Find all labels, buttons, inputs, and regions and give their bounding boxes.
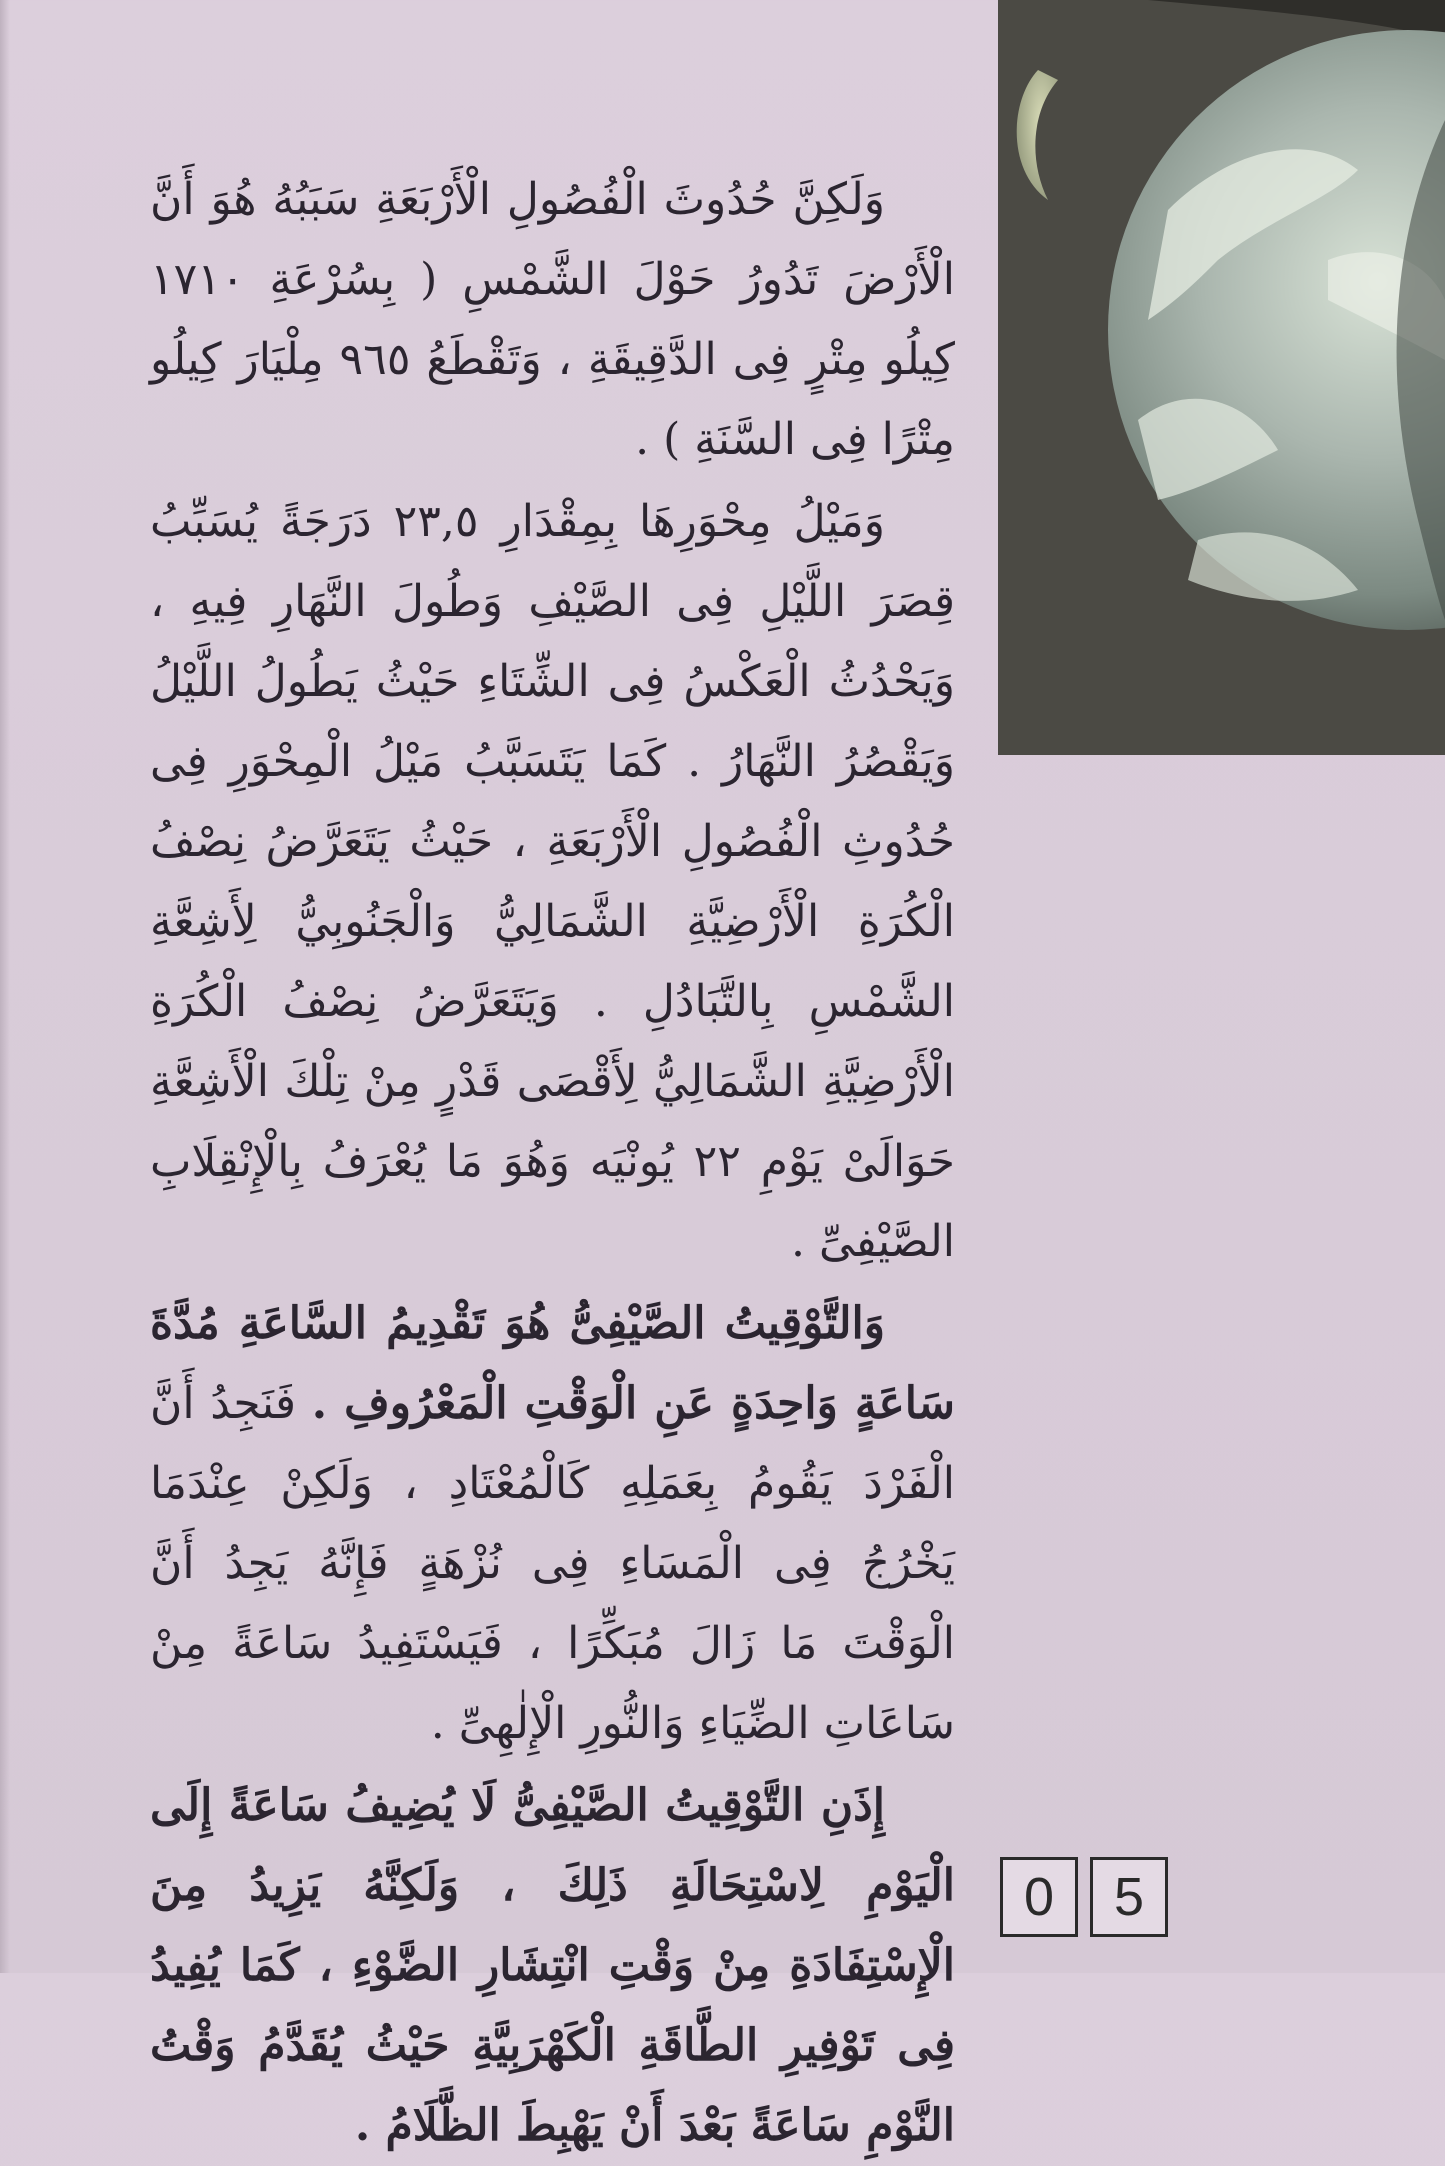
paragraph-1: وَلَكِنَّ حُدُوثَ الْفُصُولِ الْأَرْبَعَةِ سَبَبُهُ هُوَ أَنَّ الْأَرْضَ تَدُورُ حَوْلَ الشَّمْسِ ( بِسُرْعَةِ ١٧١٠ كِيلُو مِتْرٍ فِى الدَّقِيقَةِ ، وَتَقْطَعُ ٩٦٥ مِلْيَارَ كِيلُو مِتْرًا فِى السَّنَةِ ) . [150,174,956,465]
paragraph-3-rest: فَنَجِدُ أَنَّ الْفَرْدَ يَقُومُ بِعَمَلِهِ كَالْمُعْتَادِ ، وَلَكِنْ عِنْدَمَا يَخْرُجُ فِى الْمَسَاءِ فِى نُزْهَةٍ فَإِنَّهُ يَجِدُ أَنَّ الْوَقْتَ مَا زَالَ مُبَكِّرًا ، فَيَسْتَفِيدُ سَاعَةً مِنْ سَاعَاتِ الضِّيَاءِ وَالنُّورِ الْإِلٰهِىِّ . [150,1378,955,1749]
earth-photo [998,0,1445,755]
page-number-digit: 0 [1000,1857,1078,1937]
page-edge-shadow [0,0,10,1973]
page-number-digit: 5 [1090,1857,1168,1937]
paragraph-3-bold: وَالتَّوْقِيتُ الصَّيْفِىُّ هُوَ تَقْدِيمُ السَّاعَةِ مُدَّةَ سَاعَةٍ وَاحِدَةٍ عَنِ الْوَقْتِ الْمَعْرُوفِ . [150,1298,955,1429]
paragraph-4: إِذَنِ التَّوْقِيتُ الصَّيْفِىُّ لَا يُضِيفُ سَاعَةً إِلَى الْيَوْمِ لِاسْتِحَالَةِ ذَلِكَ ، وَلَكِنَّهُ يَزِيدُ مِنَ الْإِسْتِفَادَةِ مِنْ وَقْتِ انْتِشَارِ الضَّوْءِ ، كَمَا يُفِيدُ فِى تَوْفِيرِ الطَّاقَةِ الْكَهْرَبِيَّةِ حَيْثُ يُقَدَّمُ وَقْتُ النَّوْمِ سَاعَةً بَعْدَ أَنْ يَهْبِطَ الظَّلَامُ . [150,1780,955,2151]
paragraph-3 [150,1284,955,1764]
article-text [150,160,955,2166]
page-number [1000,1857,1186,1943]
paragraph-2: وَمَيْلُ مِحْوَرِهَا بِمِقْدَارِ ٢٣,٥ دَرَجَةً يُسَبِّبُ قِصَرَ اللَّيْلِ فِى الصَّيْفِ وَطُولَ النَّهَارِ فِيهِ ، وَيَحْدُثُ الْعَكْسُ فِى الشِّتَاءِ حَيْثُ يَطُولُ اللَّيْلُ وَيَقْصُرُ النَّهَارُ . كَمَا يَتَسَبَّبُ مَيْلُ الْمِحْوَرِ فِى حُدُوثِ الْفُصُولِ الْأَرْبَعَةِ ، حَيْثُ يَتَعَرَّضُ نِصْفُ الْكُرَةِ الْأَرْضِيَّةِ الشَّمَالِيُّ وَالْجَنُوبِيُّ لِأَشِعَّةِ الشَّمْسِ بِالتَّبَادُلِ . وَيَتَعَرَّضُ نِصْفُ الْكُرَةِ الْأَرْضِيَّةِ الشَّمَالِيُّ لِأَقْصَى قَدْرٍ مِنْ تِلْكَ الْأَشِعَّةِ حَوَالَىْ يَوْمِ ٢٢ يُونْيَه وَهُوَ مَا يُعْرَفُ بِالْإِنْقِلَابِ الصَّيْفِىِّ . [150,496,955,1267]
earth-globe-icon [998,0,1445,755]
